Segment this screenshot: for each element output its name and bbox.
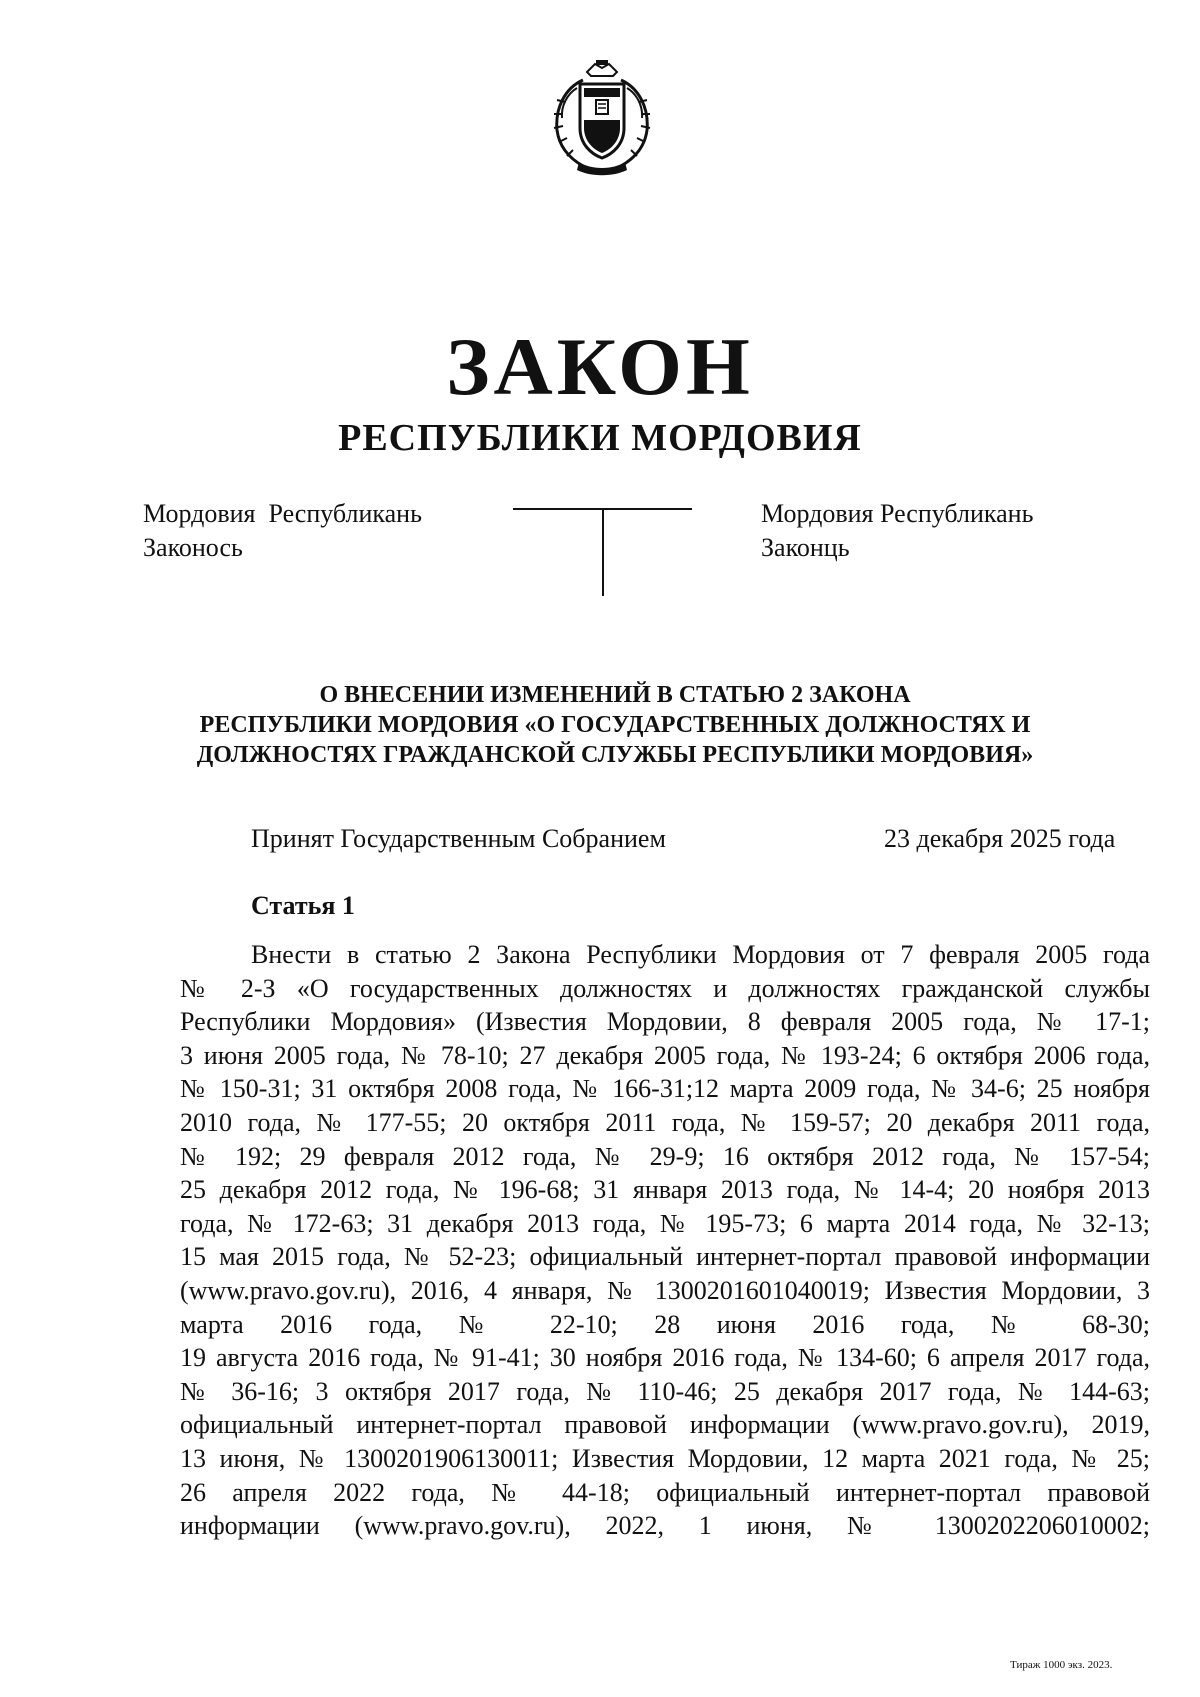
- document-heading-line: О ВНЕСЕНИИ ИЗМЕНЕНИЙ В СТАТЬЮ 2 ЗАКОНА: [319, 682, 911, 708]
- article-line: 15 мая 2015 года, № 52-23; официальный интернет-портал правовой информации: [180, 1242, 1150, 1272]
- document-heading-line: РЕСПУБЛИКИ МОРДОВИЯ «О ГОСУДАРСТВЕННЫХ ДОЛЖНОСТЯХ И: [199, 712, 1031, 738]
- article-line: года, № 172-63; 31 декабря 2013 года, № 195-73; 6 марта 2014 года, № 32-13;: [180, 1208, 1150, 1238]
- article-line: 13 июня, № 1300201906130011; Известия Мордовии, 12 марта 2021 года, № 25;: [180, 1443, 1150, 1473]
- article-line: 2010 года, № 177-55; 20 октября 2011 года, № 159-57; 20 декабря 2011 года,: [180, 1107, 1150, 1137]
- article-line: 19 августа 2016 года, № 91-41; 30 ноября 2016 года, № 134-60; 6 апреля 2017 года,: [180, 1343, 1150, 1373]
- article-line: № 2-З «О государственных должностях и должностях гражданской службы: [180, 973, 1150, 1003]
- document-heading-line: ДОЛЖНОСТЯХ ГРАЖДАНСКОЙ СЛУЖБЫ РЕСПУБЛИКИ МОРДОВИЯ»: [196, 742, 1034, 768]
- article-line: (www.pravo.gov.ru), 2016, 4 января, № 1300201601040019; Известия Мордовии, 3: [180, 1275, 1150, 1305]
- article-line: № 192; 29 февраля 2012 года, № 29-9; 16 октября 2012 года, № 157-54;: [180, 1141, 1150, 1171]
- adopted-date: 23 декабря 2025 года: [884, 824, 1116, 853]
- coat-of-arms-icon: [543, 58, 661, 178]
- article-line: Республики Мордовия» (Известия Мордовии, 8 февраля 2005 года, № 17-1;: [180, 1007, 1150, 1037]
- article-line: № 36-16; 3 октября 2017 года, № 110-46; 25 декабря 2017 года, № 144-63;: [180, 1376, 1150, 1406]
- article-line: 25 декабря 2012 года, № 196-68; 31 января 2013 года, № 14-4; 20 ноября 2013: [180, 1175, 1150, 1205]
- article-line: № 150-31; 31 октября 2008 года, № 166-31;12 марта 2009 года, № 34-6; 25 ноября: [180, 1074, 1150, 1104]
- article-line: Внести в статью 2 Закона Республики Мордовия от 7 февраля 2005 года: [251, 940, 1150, 969]
- article-line: информации (www.pravo.gov.ru), 2022, 1 июня, № 1300202206010002;: [180, 1511, 1150, 1541]
- moksha-caption-line: Мордовия Республикань: [143, 499, 422, 528]
- print-run: Тираж 1000 экз. 2023.: [1010, 1659, 1113, 1671]
- erzya-caption-line: Мордовия Республикань: [761, 499, 1034, 528]
- article-line: марта 2016 года, № 22-10; 28 июня 2016 года, № 68-30;: [180, 1309, 1150, 1339]
- erzya-caption: [761, 497, 1101, 565]
- erzya-caption-line: Законць: [761, 533, 850, 562]
- law-subtitle: РЕСПУБЛИКИ МОРДОВИЯ: [338, 417, 862, 459]
- moksha-caption-line: Законось: [143, 533, 243, 562]
- header-divider-vertical: [602, 508, 604, 596]
- document-heading: [150, 680, 1080, 770]
- article-line: 3 июня 2005 года, № 78-10; 27 декабря 2005 года, № 193-24; 6 октября 2006 года,: [180, 1040, 1150, 1070]
- adopted-by: Принят Государственным Собранием: [251, 824, 666, 853]
- article-line: 26 апреля 2022 года, № 44-18; официальный интернет-портал правовой: [180, 1477, 1150, 1507]
- moksha-caption: [143, 497, 473, 565]
- article-line: официальный интернет-портал правовой информации (www.pravo.gov.ru), 2019,: [180, 1410, 1150, 1440]
- article-body: [180, 938, 1150, 1543]
- article-title: Статья 1: [251, 891, 355, 920]
- law-title: ЗАКОН: [446, 321, 754, 412]
